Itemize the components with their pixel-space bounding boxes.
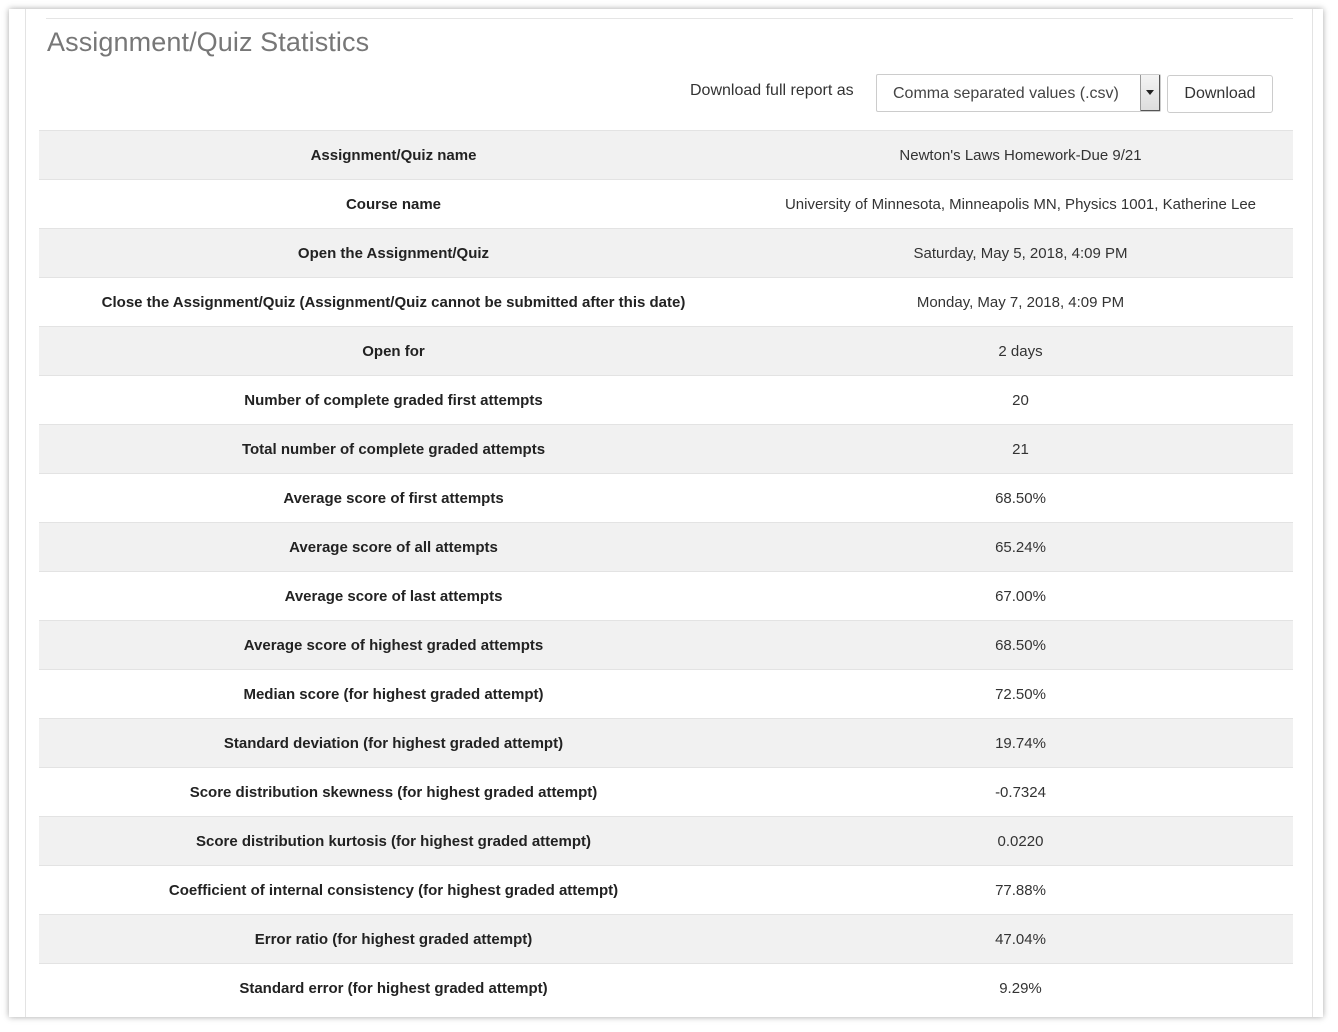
download-format-select[interactable]: [876, 74, 1161, 112]
stat-label: Median score (for highest graded attempt): [39, 670, 748, 719]
panel-left-border: [25, 9, 26, 1017]
stat-label: Average score of last attempts: [39, 572, 748, 621]
stat-value: 77.88%: [748, 866, 1293, 915]
stat-value: 72.50%: [748, 670, 1293, 719]
table-row: [39, 768, 1293, 817]
table-row: [39, 572, 1293, 621]
table-row: [39, 866, 1293, 915]
statistics-table: [39, 130, 1293, 1012]
stat-label: Total number of complete graded attempts: [39, 425, 748, 474]
stat-value: University of Minnesota, Minneapolis MN, Physics 1001, Katherine Lee: [748, 180, 1293, 229]
stat-label: Close the Assignment/Quiz (Assignment/Quiz cannot be submitted after this date): [39, 278, 748, 327]
stat-value: 65.24%: [748, 523, 1293, 572]
stat-label: Score distribution skewness (for highest graded attempt): [39, 768, 748, 817]
dropdown-arrow-icon[interactable]: [1140, 75, 1160, 111]
stat-label: Open for: [39, 327, 748, 376]
stat-label: Average score of first attempts: [39, 474, 748, 523]
stat-value: 9.29%: [748, 964, 1293, 1013]
stat-label: Open the Assignment/Quiz: [39, 229, 748, 278]
table-row: [39, 523, 1293, 572]
stat-value: 67.00%: [748, 572, 1293, 621]
stat-value: 47.04%: [748, 915, 1293, 964]
stat-label: Number of complete graded first attempts: [39, 376, 748, 425]
stat-value: 21: [748, 425, 1293, 474]
stat-value: 2 days: [748, 327, 1293, 376]
stat-value: Monday, May 7, 2018, 4:09 PM: [748, 278, 1293, 327]
stat-label: Score distribution kurtosis (for highest graded attempt): [39, 817, 748, 866]
stat-value: 20: [748, 376, 1293, 425]
stat-value: 68.50%: [748, 474, 1293, 523]
stat-label: Standard error (for highest graded attempt): [39, 964, 748, 1013]
stat-value: Newton's Laws Homework-Due 9/21: [748, 131, 1293, 180]
table-row: [39, 474, 1293, 523]
stat-label: Coefficient of internal consistency (for highest graded attempt): [39, 866, 748, 915]
table-row: [39, 327, 1293, 376]
table-row: [39, 670, 1293, 719]
stat-label: Assignment/Quiz name: [39, 131, 748, 180]
download-format-label: Download full report as: [690, 82, 854, 99]
table-row: [39, 719, 1293, 768]
stat-value: -0.7324: [748, 768, 1293, 817]
stat-value: 0.0220: [748, 817, 1293, 866]
table-row: [39, 180, 1293, 229]
table-row: [39, 964, 1293, 1013]
table-row: [39, 621, 1293, 670]
stat-label: Error ratio (for highest graded attempt): [39, 915, 748, 964]
stat-label: Average score of all attempts: [39, 523, 748, 572]
table-row: [39, 915, 1293, 964]
table-row: [39, 278, 1293, 327]
stat-label: Standard deviation (for highest graded attempt): [39, 719, 748, 768]
stat-value: Saturday, May 5, 2018, 4:09 PM: [748, 229, 1293, 278]
page-title: Assignment/Quiz Statistics: [47, 27, 370, 57]
stat-value: 19.74%: [748, 719, 1293, 768]
stat-label: Average score of highest graded attempts: [39, 621, 748, 670]
statistics-panel: [9, 9, 1323, 1017]
table-row: [39, 131, 1293, 180]
table-row: [39, 229, 1293, 278]
download-format-selected-value: Comma separated values (.csv): [893, 85, 1119, 102]
table-row: [39, 376, 1293, 425]
header-divider: [46, 18, 1293, 19]
stat-value: 68.50%: [748, 621, 1293, 670]
panel-right-border: [1312, 9, 1313, 1017]
table-row: [39, 817, 1293, 866]
stat-label: Course name: [39, 180, 748, 229]
table-row: [39, 425, 1293, 474]
download-button[interactable]: Download: [1167, 75, 1273, 113]
